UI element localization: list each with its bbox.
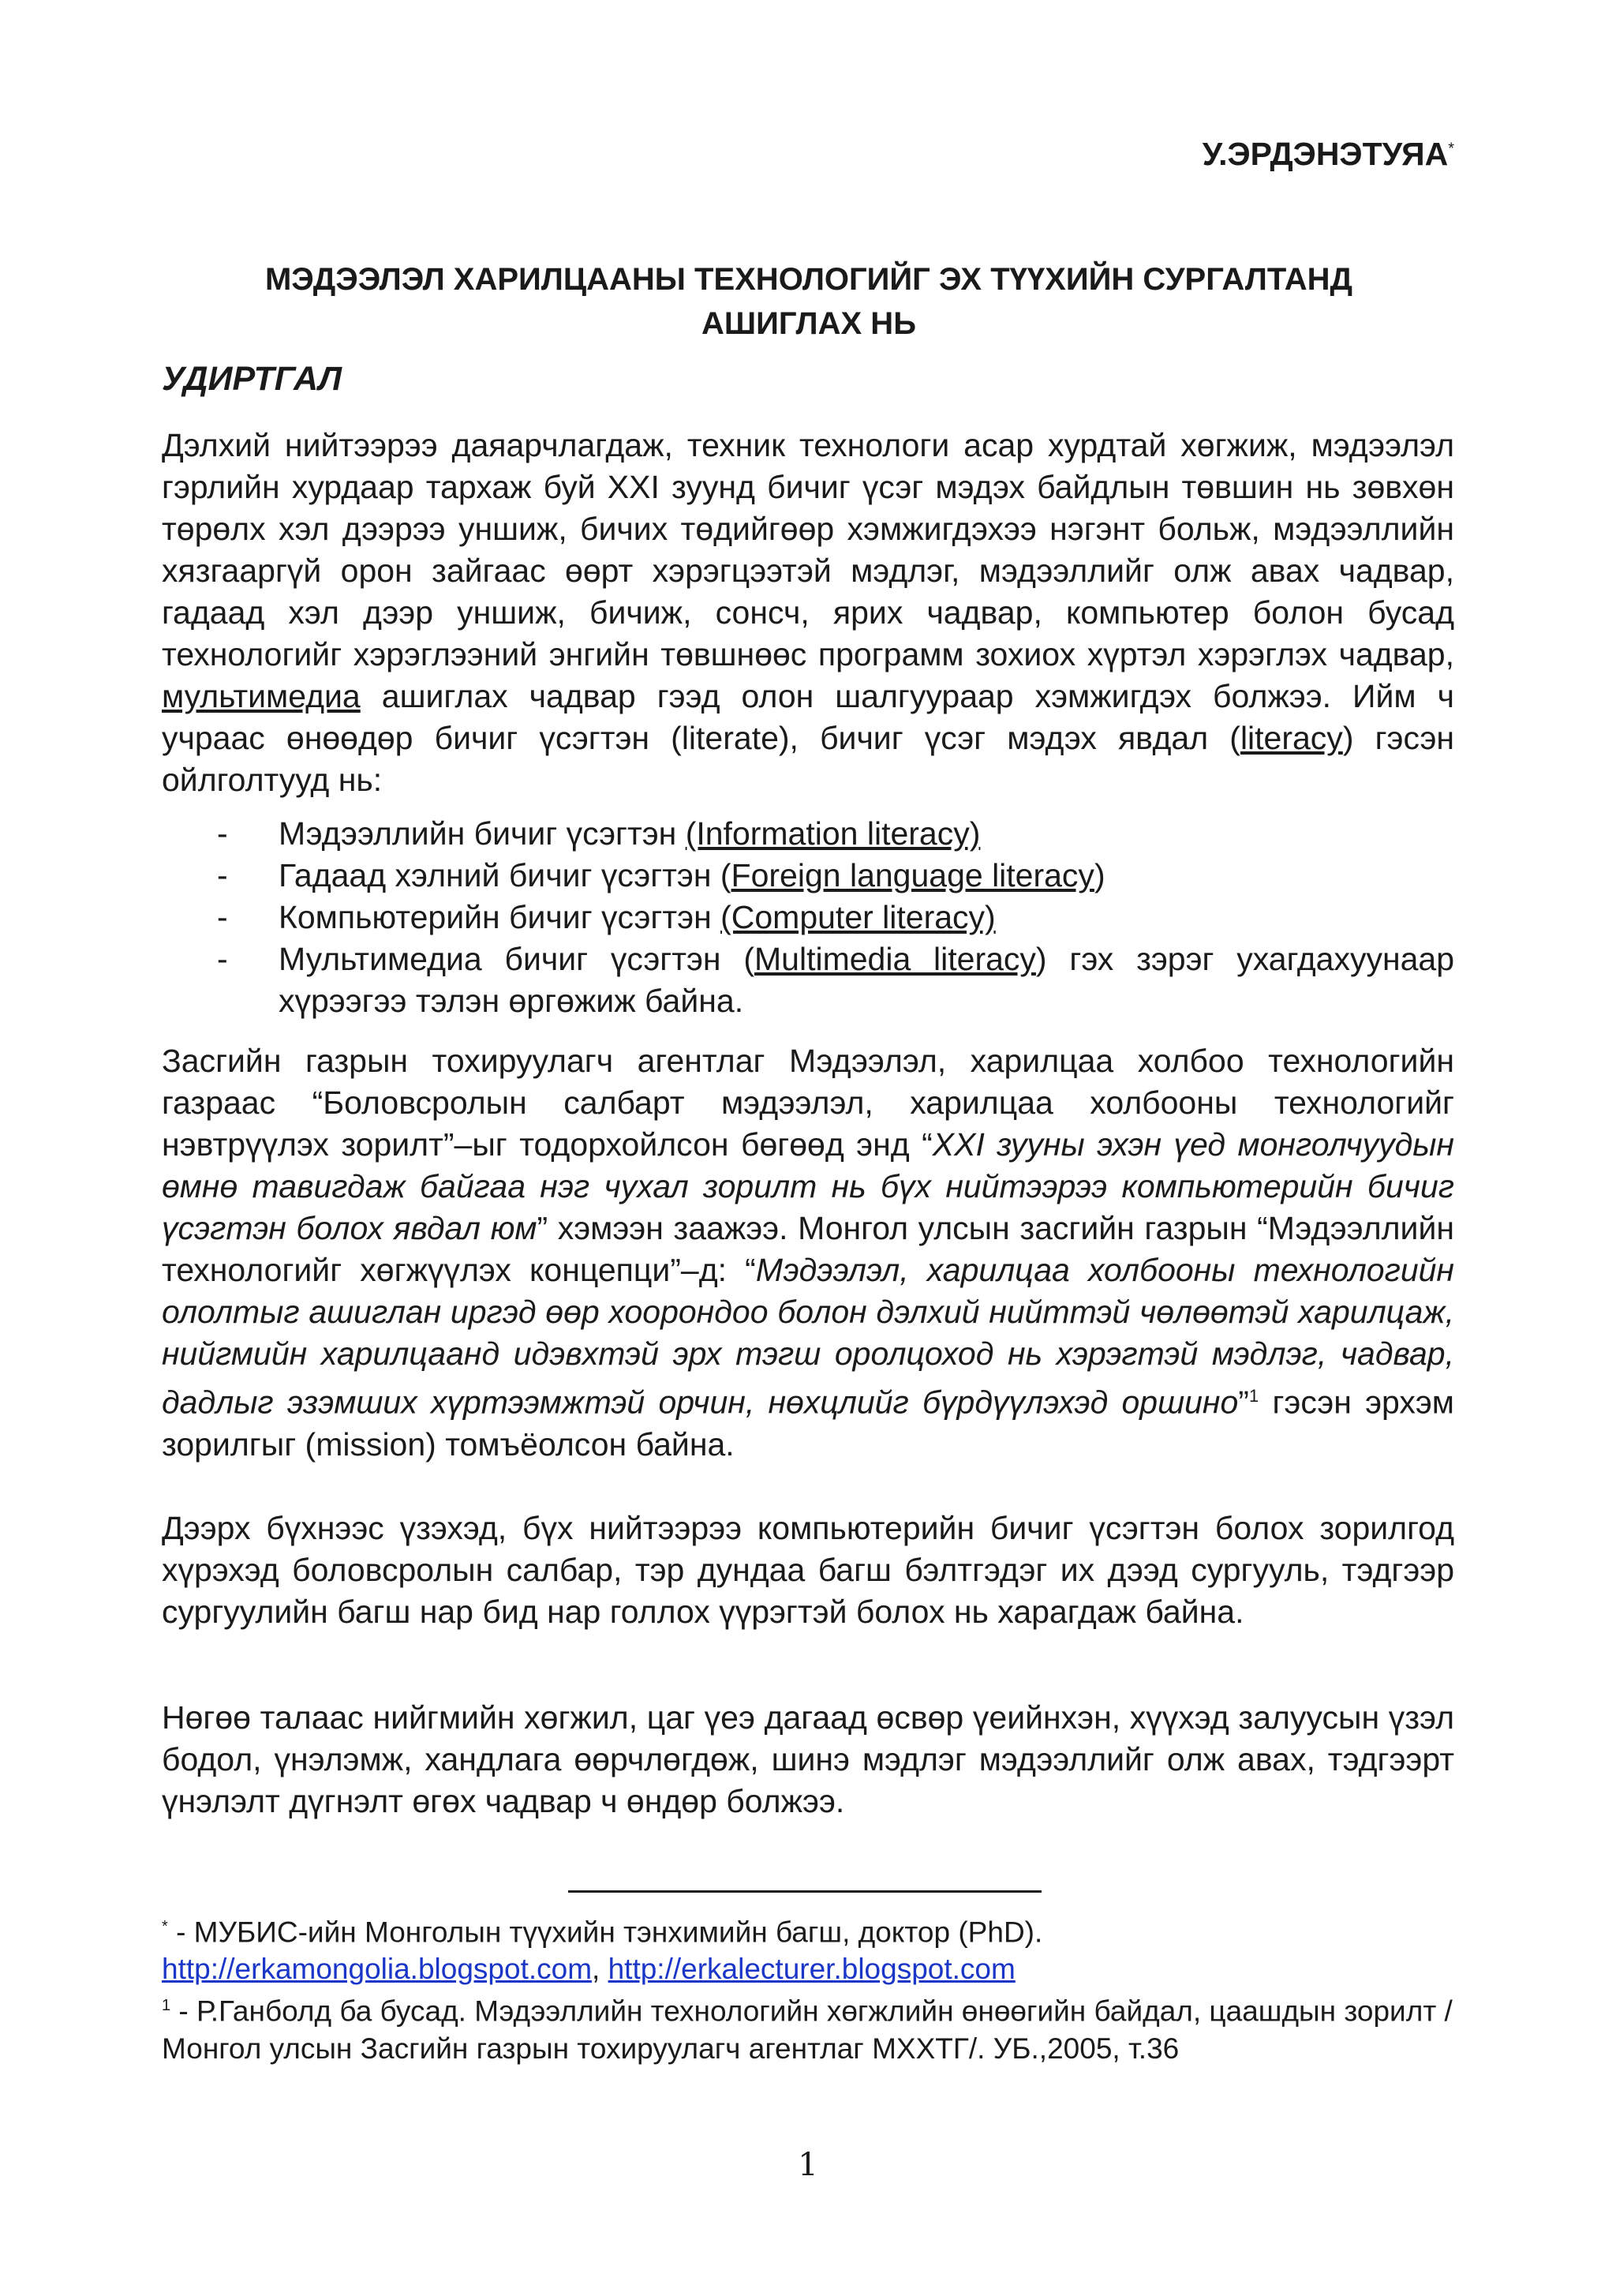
- paragraph-government-part4: гэсэн эрхэм зорилгыг (mission) томъёолсон байна.: [162, 1384, 1454, 1463]
- paragraph-government: [162, 1040, 1454, 1466]
- list-dash: -: [217, 941, 228, 977]
- section-heading: УДИРТГАЛ: [162, 360, 342, 398]
- list-dash: -: [217, 815, 228, 852]
- author-footnote-mark: *: [1448, 140, 1454, 158]
- list-item: [162, 813, 1454, 855]
- list-item: [162, 855, 1454, 897]
- paragraph-government-part1: Засгийн газрын тохируулагч агентлаг Мэдээлэл, харилцаа холбоо технологийн газраас “Боловсролын салбарт мэдээлэл, харилцаа холбооны технологийг нэвтрүүлэх зорилт”–ыг тодорхойлсон бөгөөд энд “: [162, 1043, 1454, 1163]
- link-computer-literacy[interactable]: (Computer literacy): [720, 899, 996, 935]
- footnote-source: [162, 1987, 1456, 2066]
- paragraph-government-part3: ”: [1238, 1384, 1249, 1421]
- footnote-mark: *: [162, 1918, 168, 1935]
- quote-xxi-century: XXI зууны эхэн үед монголчуудын өмнө тавигдаж байгаа нэг чухал зорилт нь бүх нийтээрээ компьютерийн бичиг үсэгтэн болох явдал юм: [162, 1126, 1454, 1246]
- quote-concept: Мэдээлэл, харилцаа холбооны технологийн ололтыг ашиглан иргэд өөр хоорондоо болон дэлхий нийттэй чөлөөтэй харилцаж, нийгмийн харилцаанд идэвхтэй эрх тэгш оролцоход нь хэрэгтэй мэдлэг, чадвар, дадлыг эзэмших хүртээмжтэй орчин, нөхцлийг бүрдүүлэхэд оршино: [162, 1252, 1454, 1421]
- link-erkalecturer[interactable]: http://erkalecturer.blogspot.com: [608, 1953, 1016, 1986]
- paragraph-intro: [162, 425, 1454, 801]
- document-title: [162, 257, 1456, 346]
- link-foreign-language-literacy[interactable]: Foreign language literacy: [731, 857, 1094, 893]
- link-erkamongolia[interactable]: http://erkamongolia.blogspot.com: [162, 1953, 593, 1986]
- paragraph-intro-part3: ) гэсэн ойлголтууд нь:: [162, 720, 1455, 798]
- author-name: [1203, 136, 1454, 173]
- paragraph-other-side: Нөгөө талаас нийгмийн хөгжил, цаг үеэ дагаад өсвөр үеийнхэн, хүүхэд залуусын үзэл бодол, үнэлэмж, хандлага өөрчлөгдөж, шинэ мэдлэг мэдээллийг олж авах, тэдгээрт үнэлэлт дүгнэлт өгөх чадвар ч өндөр болжээ.: [162, 1699, 1454, 1819]
- list-item-text: Мультимедиа бичиг үсэгтэн (: [279, 941, 755, 977]
- title-line-2: АШИГЛАХ НЬ: [701, 306, 916, 341]
- list-item-text: Гадаад хэлний бичиг үсэгтэн (: [279, 857, 731, 893]
- list-item-text: Мэдээллийн бичиг үсэгтэн: [279, 815, 686, 852]
- link-multimedia-literacy[interactable]: Multimedia literacy: [754, 941, 1036, 977]
- title-line-1: МЭДЭЭЛЭЛ ХАРИЛЦААНЫ ТЕХНОЛОГИЙГ ЭХ ТҮҮХИЙН СУРГАЛТАНД: [264, 262, 1353, 297]
- list-dash: -: [217, 899, 228, 935]
- footnotes: [162, 1908, 1456, 2067]
- list-item-text: Компьютерийн бичиг үсэгтэн: [279, 899, 721, 935]
- paragraph-conclusion: Дээрх бүхнээс үзэхэд, бүх нийтээрээ компьютерийн бичиг үсэгтэн болох зорилгод хүрэхэд боловсролын салбар, тэр дундаа багш бэлтгэдэг их дээд сургууль, тэдгээр сургуулийн багш нар бид нар голлох үүрэгтэй болох нь харагдаж байна.: [162, 1510, 1454, 1630]
- link-multimedia[interactable]: мультимедиа: [162, 678, 361, 714]
- list-dash: -: [217, 857, 228, 893]
- link-literacy[interactable]: literacy: [1240, 720, 1343, 756]
- list-item: [162, 938, 1454, 1022]
- author-name-text: У.ЭРДЭНЭТУЯА: [1202, 136, 1449, 172]
- footnote-ref-1[interactable]: 1: [1248, 1386, 1259, 1406]
- footnote-link-separator: ,: [592, 1953, 608, 1986]
- footnote-source-text: - Р.Ганболд ба бусад. Мэдээллийн технологийн хөгжлийн өнөөгийн байдал, цаашдын зорилт /Монгол улсын Засгийн газрын тохируулагч агентлаг МХХТГ/. УБ.,2005, т.36: [162, 1994, 1453, 2065]
- footnote-author-text: - МУБИС-ийн Монголын түүхийн тэнхимийн багш, доктор (PhD).: [167, 1916, 1043, 1949]
- paragraph-intro-part1: Дэлхий нийтээрээ даяарчлагдаж, техник технологи асар хурдтай хөгжиж, мэдээлэл гэрлийн хурдаар тархаж буй XXI зуунд бичиг үсэг мэдэх байдлын төвшин нь зөвхөн төрөлх хэл дээрээ уншиж, бичих төдийгөөр хэмжигдэхээ нэгэнт больж, мэдээллийн хязгааргүй орон зайгаас өөрт хэрэгцээтэй мэдлэг, мэдээллийг олж авах чадвар, гадаад хэл дээр уншиж, бичиж, сонсч, ярих чадвар, компьютер болон бусад технологийг хэрэглээний энгийн төвшнөөс программ зохиох хүртэл хэрэглэх чадвар,: [162, 427, 1454, 672]
- list-item-after: ): [1094, 857, 1105, 893]
- footnote-author: [162, 1908, 1456, 1950]
- footnote-separator: [568, 1890, 1042, 1893]
- footnote-mark: 1: [162, 1997, 171, 2015]
- paragraph-intro-part2: ашиглах чадвар гээд олон шалгуураар хэмжигдэх болжээ. Ийм ч учраас өнөөдөр бичиг үсэгтэн (literate), бичиг үсэг мэдэх явдал (: [162, 678, 1454, 756]
- page-number: 1: [798, 2147, 818, 2183]
- paragraph-government-part2: ” хэмээн заажээ. Монгол улсын засгийн газрын “Мэдээллийн технологийг хөгжүүлэх концепци”–д: “: [162, 1210, 1454, 1288]
- list-item-after: ) гэх зэрэг ухагдахуунаар хүрээгээ тэлэн өргөжиж байна.: [279, 941, 1454, 1019]
- literacy-list: [162, 813, 1454, 1022]
- link-information-literacy[interactable]: (Information literacy): [685, 815, 981, 852]
- footnote-links: [162, 1950, 1456, 1987]
- list-item: [162, 897, 1454, 938]
